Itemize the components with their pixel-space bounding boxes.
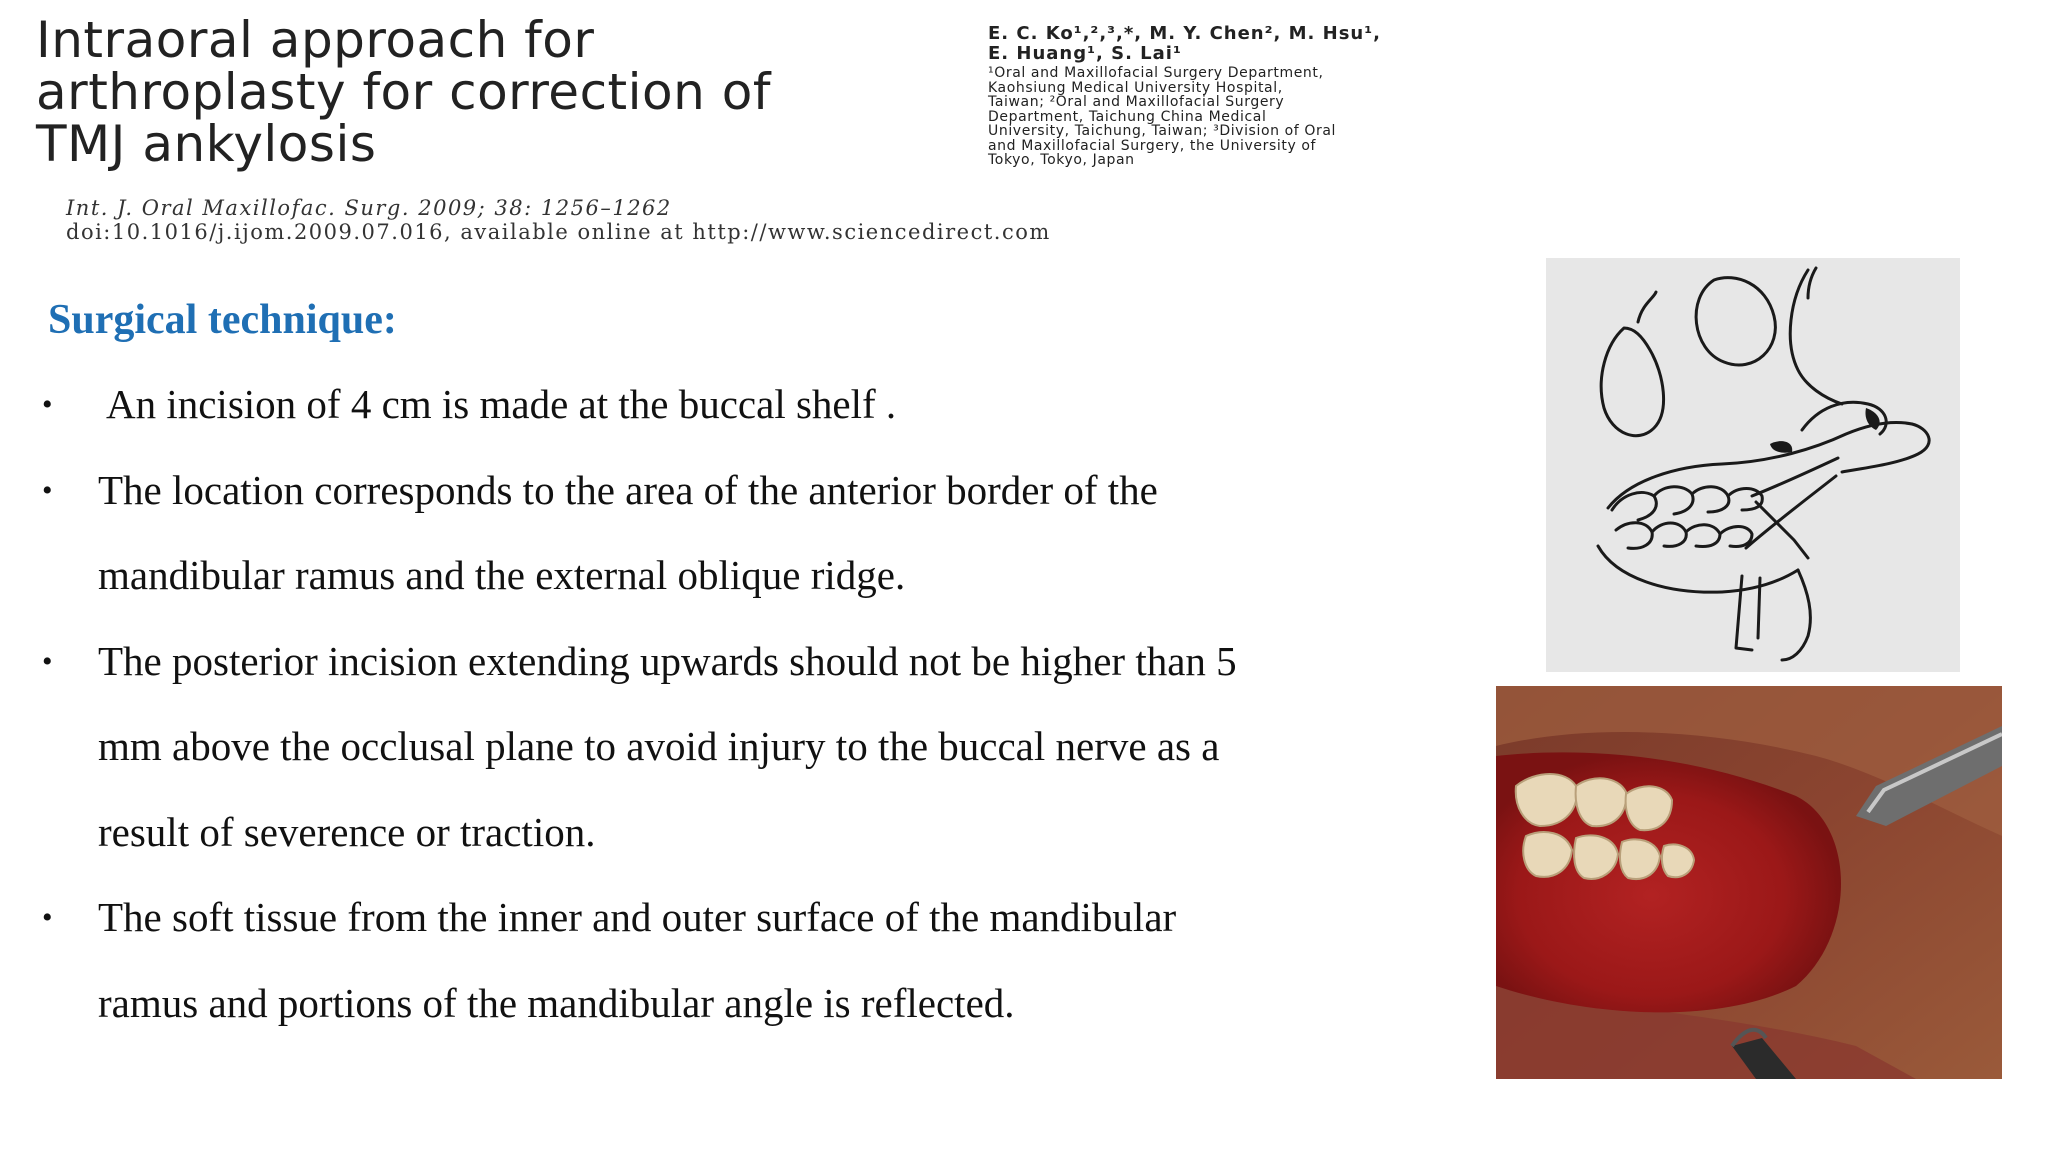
bullet-line: ramus and portions of the mandibular angle is reflected.: [98, 979, 1015, 1026]
affiliation-line: Department, Taichung China Medical: [988, 108, 1267, 125]
author-line: E. Huang¹, S. Lai¹: [988, 43, 1182, 64]
bullet-item: [42, 362, 1462, 448]
bullet-list: [42, 362, 1462, 1046]
affiliation-line: Tokyo, Tokyo, Japan: [988, 152, 1135, 168]
bullet-text: [98, 875, 1462, 1046]
bullet-text: [98, 448, 1462, 619]
bullet-line: result of severence or traction.: [98, 808, 596, 855]
affiliation-line: Kaohsiung Medical University Hospital,: [988, 79, 1283, 96]
bullet-line: The location corresponds to the area of the anterior border of the: [98, 466, 1158, 513]
title-line: arthroplasty for correction of: [36, 63, 771, 121]
article-title: [36, 11, 936, 173]
author-line: E. C. Ko¹,²,³,*, M. Y. Chen², M. Hsu¹,: [988, 23, 1381, 44]
bullet-line: mandibular ramus and the external oblique ridge.: [98, 552, 906, 598]
section-heading: Surgical technique:: [48, 297, 397, 343]
affiliation-line: Taiwan; ²Oral and Maxillofacial Surgery: [988, 94, 1285, 110]
journal-reference: Int. J. Oral Maxillofac. Surg. 2009; 38: 1256–1262: [66, 196, 672, 220]
author-block: [988, 24, 1448, 168]
bullet-text: [98, 362, 1462, 448]
bullet-marker: •: [42, 473, 53, 507]
surgical-diagram-figure: [1546, 258, 1960, 672]
doi-line: doi:10.1016/j.ijom.2009.07.016, available online at http://www.sciencedirect.com: [66, 220, 1051, 244]
author-names: [988, 24, 1448, 64]
title-line: TMJ ankylosis: [36, 115, 377, 173]
bullet-line: An incision of 4 cm is made at the buccal shelf .: [98, 381, 897, 427]
bullet-marker: •: [42, 388, 53, 421]
bullet-marker: •: [42, 644, 53, 678]
affiliation-line: University, Taichung, Taiwan; ³Division of Oral: [988, 123, 1337, 139]
intraoral-photo: [1496, 686, 2002, 1079]
bullet-item: [42, 875, 1462, 1046]
affiliation-line: ¹Oral and Maxillofacial Surgery Department,: [988, 65, 1324, 81]
bullet-item: [42, 619, 1462, 876]
citation: [66, 196, 1366, 244]
affiliation-line: and Maxillofacial Surgery, the University of: [988, 137, 1317, 154]
bullet-marker: •: [42, 901, 53, 934]
surgical-diagram-drawing: [1546, 258, 1960, 672]
bullet-line: mm above the occlusal plane to avoid injury to the buccal nerve as a: [98, 723, 1220, 769]
title-line: Intraoral approach for: [36, 11, 595, 69]
bullet-line: The posterior incision extending upwards should not be higher than 5: [98, 637, 1237, 684]
intraoral-photo-image: [1496, 686, 2002, 1079]
bullet-item: [42, 448, 1462, 619]
bullet-line: The soft tissue from the inner and outer surface of the mandibular: [98, 894, 1177, 940]
bullet-text: [98, 619, 1462, 876]
affiliations: [988, 66, 1448, 168]
